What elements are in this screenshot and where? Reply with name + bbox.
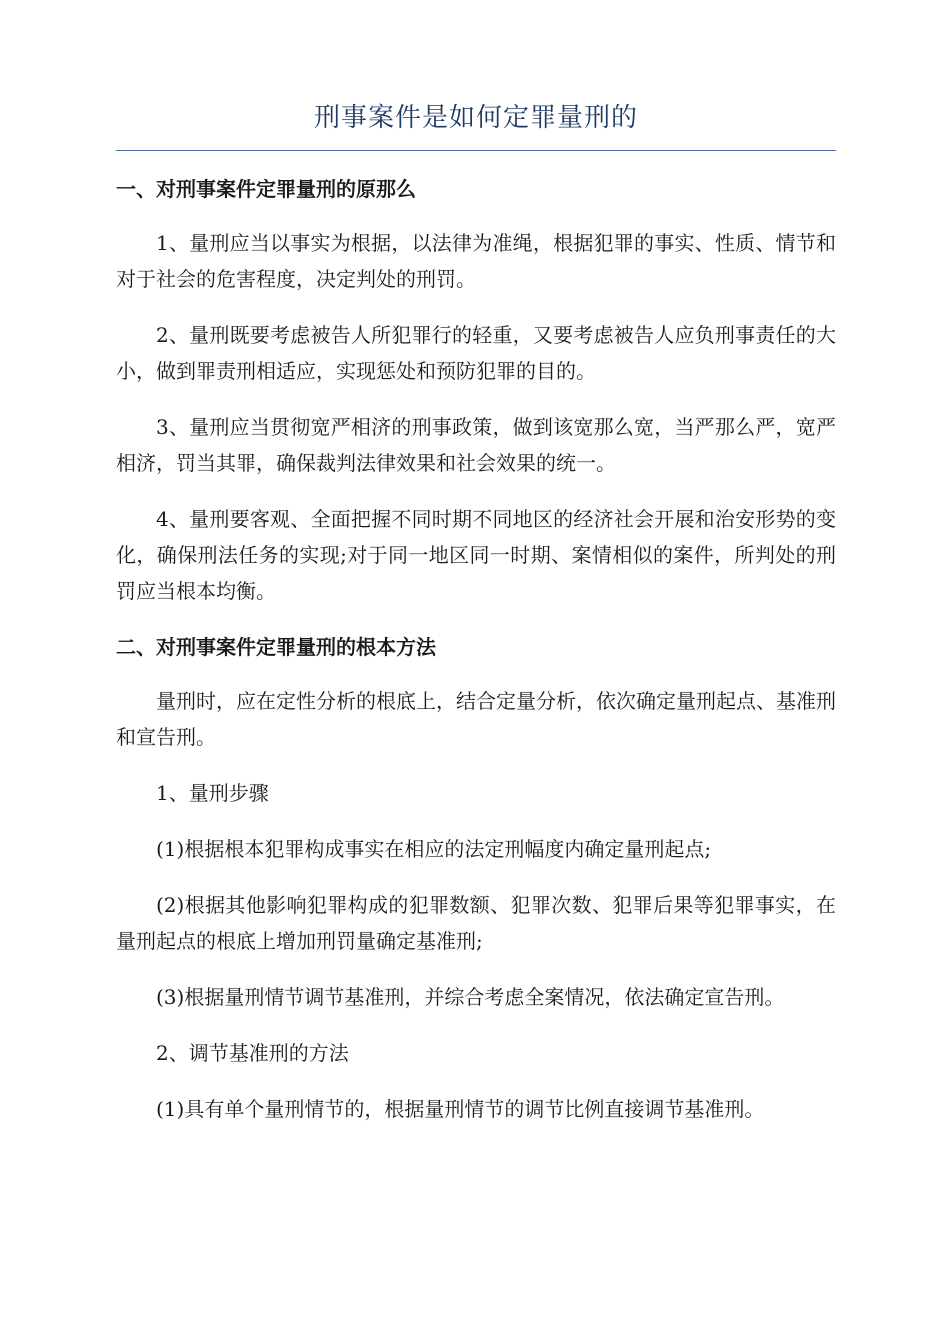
principle-paragraph-3: 3、量刑应当贯彻宽严相济的刑事政策，做到该宽那么宽，当严那么严，宽严相济，罚当其罪，确保裁判法律效果和社会效果的统一。 <box>116 415 836 475</box>
methods-intro-paragraph: 量刑时，应在定性分析的根底上，结合定量分析，依次确定量刑起点、基准刑和宣告刑。 <box>116 689 836 749</box>
document-page <box>116 100 836 1147</box>
section-heading-principles: 一、对刑事案件定罪量刑的原那么 <box>116 177 416 201</box>
sentencing-steps-title: 1、量刑步骤 <box>156 781 269 805</box>
adjustment-method-1: (1)具有单个量刑情节的，根据量刑情节的调节比例直接调节基准刑。 <box>156 1097 765 1121</box>
document-title: 刑事案件是如何定罪量刑的 <box>116 100 836 151</box>
adjustment-methods-title: 2、调节基准刑的方法 <box>156 1041 349 1065</box>
principle-paragraph-4: 4、量刑要客观、全面把握不同时期不同地区的经济社会开展和治安形势的变化，确保刑法任务的实现;对于同一地区同一时期、案情相似的案件，所判处的刑罚应当根本均衡。 <box>116 507 836 603</box>
sentencing-step-2: (2)根据其他影响犯罪构成的犯罪数额、犯罪次数、犯罪后果等犯罪事实，在量刑起点的根底上增加刑罚量确定基准刑; <box>116 893 836 953</box>
principle-paragraph-2: 2、量刑既要考虑被告人所犯罪行的轻重，又要考虑被告人应负刑事责任的大小，做到罪责刑相适应，实现惩处和预防犯罪的目的。 <box>116 323 836 383</box>
sentencing-step-3: (3)根据量刑情节调节基准刑，并综合考虑全案情况，依法确定宣告刑。 <box>156 985 785 1009</box>
principle-paragraph-1: 1、量刑应当以事实为根据，以法律为准绳，根据犯罪的事实、性质、情节和对于社会的危害程度，决定判处的刑罚。 <box>116 231 836 291</box>
sentencing-step-1: (1)根据根本犯罪构成事实在相应的法定刑幅度内确定量刑起点; <box>156 837 712 861</box>
section-heading-methods: 二、对刑事案件定罪量刑的根本方法 <box>116 635 436 659</box>
